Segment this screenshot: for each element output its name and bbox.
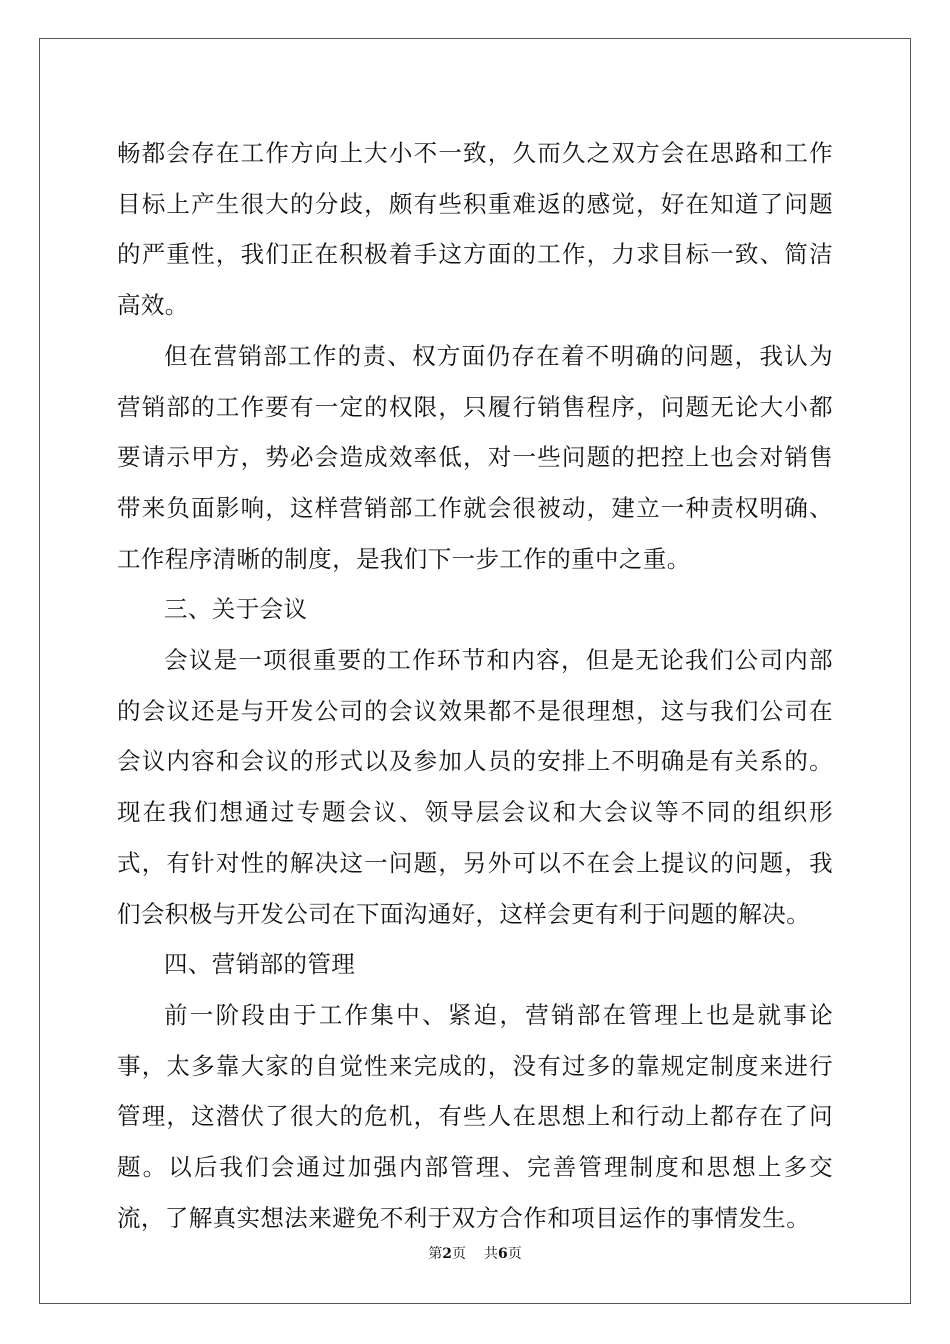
total-pages: 6 xyxy=(498,1246,508,1262)
paragraph-meetings: 会议是一项很重要的工作环节和内容，但是无论我们公司内部的会议还是与开发公司的会议效果都不是很理想，这与我们公司在会议内容和会议的形式以及参加人员的安排上不明确是有关系的。现在我们想通过专题会议、领导层会议和大会议等不同的组织形式，有针对性的解决这一问题，另外可以不在会上提议的问题，我们会积极与开发公司在下面沟通好，这样会更有利于问题的解决。 xyxy=(117,646,833,928)
section-heading-meetings: 三、关于会议 xyxy=(164,595,308,624)
page-prefix: 第 xyxy=(428,1246,443,1262)
document-body xyxy=(117,128,833,1243)
paragraph-continued: 畅都会存在工作方向上大小不一致，久而久之双方会在思路和工作目标上产生很大的分歧，颇有些积重难返的感觉，好在知道了问题的严重性，我们正在积极着手这方面的工作，力求目标一致、简洁高效。 xyxy=(117,139,833,320)
total-prefix: 共 xyxy=(484,1246,498,1262)
paragraph-management: 前一阶段由于工作集中、紧迫，营销部在管理上也是就事论事，太多靠大家的自觉性来完成的，没有过多的靠规定制度来进行管理，这潜伏了很大的危机，有些人在思想上和行动上都存在了问题。以后我们会通过加强内部管理、完善管理制度和思想上多交流，了解真实想法来避免不利于双方合作和项目运作的事情发生。 xyxy=(117,1000,833,1232)
page-number: 2 xyxy=(442,1246,452,1262)
page-suffix: 页 xyxy=(452,1246,466,1262)
section-heading-management: 四、营销部的管理 xyxy=(164,950,356,979)
page-footer xyxy=(0,1244,950,1264)
paragraph-sales-authority: 但在营销部工作的责、权方面仍存在着不明确的问题，我认为营销部的工作要有一定的权限，只履行销售程序，问题无论大小都要请示甲方，势必会造成效率低，对一些问题的把控上也会对销售带来负面影响，这样营销部工作就会很被动，建立一种责权明确、工作程序清晰的制度，是我们下一步工作的重中之重。 xyxy=(117,341,833,573)
total-suffix: 页 xyxy=(507,1246,522,1262)
